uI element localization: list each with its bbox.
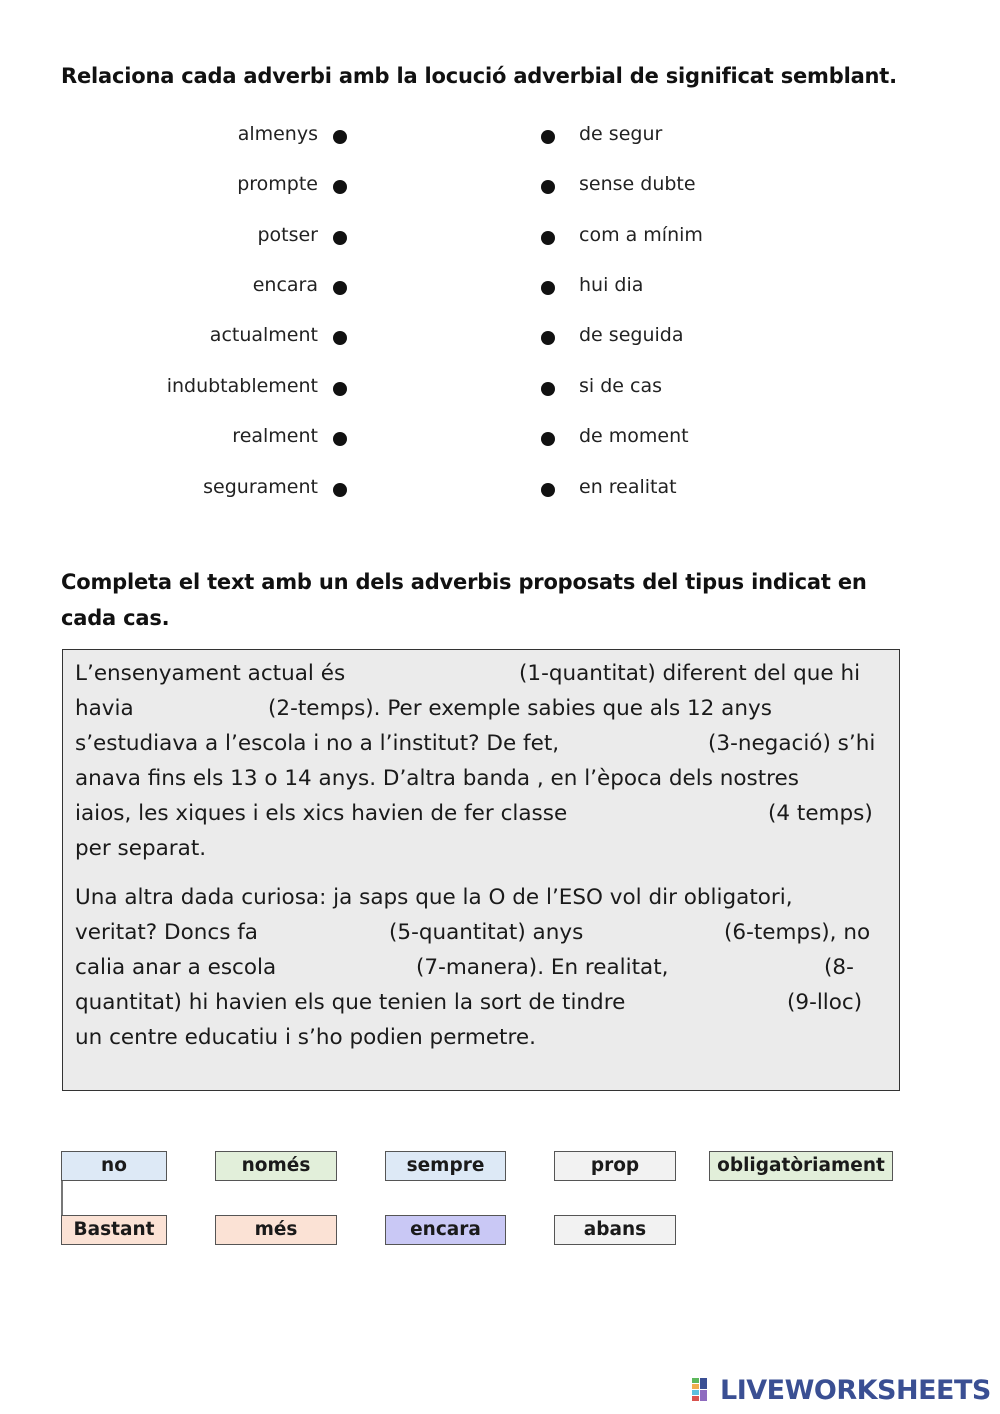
match-left-dot[interactable] bbox=[333, 382, 347, 396]
text-fragment: quantitat) hi havien els que tenien la sort de tindre bbox=[75, 990, 626, 1015]
text-fragment: L’ensenyament actual és bbox=[75, 661, 346, 686]
chip-connector-line bbox=[61, 1181, 63, 1216]
match-right-item: de seguida bbox=[579, 324, 684, 346]
match-right-dot[interactable] bbox=[541, 432, 555, 446]
blank-input-4[interactable] bbox=[598, 800, 762, 830]
match-right-item: hui dia bbox=[579, 274, 644, 296]
match-right-item: de moment bbox=[579, 425, 689, 447]
exercise2-title-line: cada cas. bbox=[61, 606, 170, 630]
match-left-dot[interactable] bbox=[333, 331, 347, 345]
text-fragment: (6-temps), no bbox=[724, 920, 871, 945]
word-chip-obligatoriament[interactable]: obligatòriament bbox=[709, 1151, 893, 1181]
text-fragment: (3-negació) s’hi bbox=[708, 731, 876, 756]
text-fragment: (7-manera). En realitat, bbox=[416, 955, 669, 980]
blank-input-2[interactable] bbox=[141, 695, 265, 725]
match-left-dot[interactable] bbox=[333, 130, 347, 144]
exercise2-title-line: Completa el text amb un dels adverbis proposats del tipus indicat en bbox=[61, 570, 867, 594]
match-left-item: actualment bbox=[209, 324, 318, 346]
blank-input-6[interactable] bbox=[593, 919, 722, 949]
text-fragment: un centre educatiu i s’ho podien permetre. bbox=[75, 1025, 536, 1050]
match-right-item: com a mínim bbox=[579, 224, 703, 246]
match-left-item: segurament bbox=[203, 476, 318, 498]
text-fragment: veritat? Doncs fa bbox=[75, 920, 258, 945]
liveworksheets-brand: LIVEWORKSHEETS bbox=[720, 1374, 991, 1406]
match-left-item: potser bbox=[257, 224, 318, 246]
text-fragment: calia anar a escola bbox=[75, 955, 277, 980]
cloze-text-box bbox=[62, 649, 900, 1091]
text-fragment: per separat. bbox=[75, 836, 207, 861]
word-chip-encara[interactable]: encara bbox=[385, 1215, 506, 1245]
text-fragment: (2-temps). Per exemple sabies que als 12 anys bbox=[268, 696, 772, 721]
match-right-dot[interactable] bbox=[541, 180, 555, 194]
text-fragment: s’estudiava a l’escola i no a l’institut? De fet, bbox=[75, 731, 560, 756]
match-left-item: realment bbox=[232, 425, 318, 447]
match-right-item: de segur bbox=[579, 123, 663, 145]
exercise2-title bbox=[61, 564, 941, 636]
text-fragment: (5-quantitat) anys bbox=[389, 920, 584, 945]
match-right-dot[interactable] bbox=[541, 331, 555, 345]
match-left-item: almenys bbox=[237, 123, 318, 145]
liveworksheets-logo-icon bbox=[692, 1378, 718, 1402]
word-chip-mes[interactable]: més bbox=[215, 1215, 337, 1245]
word-chip-abans[interactable]: abans bbox=[554, 1215, 676, 1245]
text-fragment: (8- bbox=[824, 955, 854, 980]
match-left-dot[interactable] bbox=[333, 483, 347, 497]
text-fragment: Una altra dada curiosa: ja saps que la O de l’ESO vol dir obligatori, bbox=[75, 885, 793, 910]
match-left-dot[interactable] bbox=[333, 180, 347, 194]
match-right-item: si de cas bbox=[579, 375, 662, 397]
text-fragment: iaios, les xiques i els xics havien de fer classe bbox=[75, 801, 568, 826]
word-chip-bastant[interactable]: Bastant bbox=[61, 1215, 167, 1245]
match-right-dot[interactable] bbox=[541, 231, 555, 245]
liveworksheets-logo bbox=[692, 1374, 991, 1406]
match-left-item: prompte bbox=[237, 173, 318, 195]
blank-input-1[interactable] bbox=[363, 660, 517, 690]
word-chip-nomes[interactable]: només bbox=[215, 1151, 337, 1181]
word-chip-sempre[interactable]: sempre bbox=[385, 1151, 506, 1181]
match-right-dot[interactable] bbox=[541, 130, 555, 144]
blank-input-7[interactable] bbox=[295, 954, 417, 984]
match-right-dot[interactable] bbox=[541, 483, 555, 497]
match-left-item: indubtablement bbox=[166, 375, 318, 397]
match-left-dot[interactable] bbox=[333, 432, 347, 446]
match-right-item: sense dubte bbox=[579, 173, 696, 195]
match-left-dot[interactable] bbox=[333, 281, 347, 295]
match-left-dot[interactable] bbox=[333, 231, 347, 245]
exercise1-title: Relaciona cada adverbi amb la locució adverbial de significat semblant. bbox=[61, 64, 897, 88]
blank-input-5[interactable] bbox=[273, 919, 389, 949]
match-right-dot[interactable] bbox=[541, 281, 555, 295]
text-fragment: (1-quantitat) diferent del que hi bbox=[519, 661, 861, 686]
text-fragment: anava fins els 13 o 14 anys. D’altra banda , en l’època dels nostres bbox=[75, 766, 799, 791]
word-chip-no[interactable]: no bbox=[61, 1151, 167, 1181]
text-fragment: havia bbox=[75, 696, 134, 721]
match-left-item: encara bbox=[252, 274, 318, 296]
match-right-item: en realitat bbox=[579, 476, 677, 498]
text-fragment: (9-lloc) bbox=[787, 990, 863, 1015]
blank-input-9[interactable] bbox=[655, 989, 784, 1019]
word-chip-prop[interactable]: prop bbox=[554, 1151, 676, 1181]
blank-input-3[interactable] bbox=[585, 730, 709, 760]
blank-input-8[interactable] bbox=[687, 954, 821, 984]
text-fragment: (4 temps) bbox=[768, 801, 873, 826]
match-right-dot[interactable] bbox=[541, 382, 555, 396]
